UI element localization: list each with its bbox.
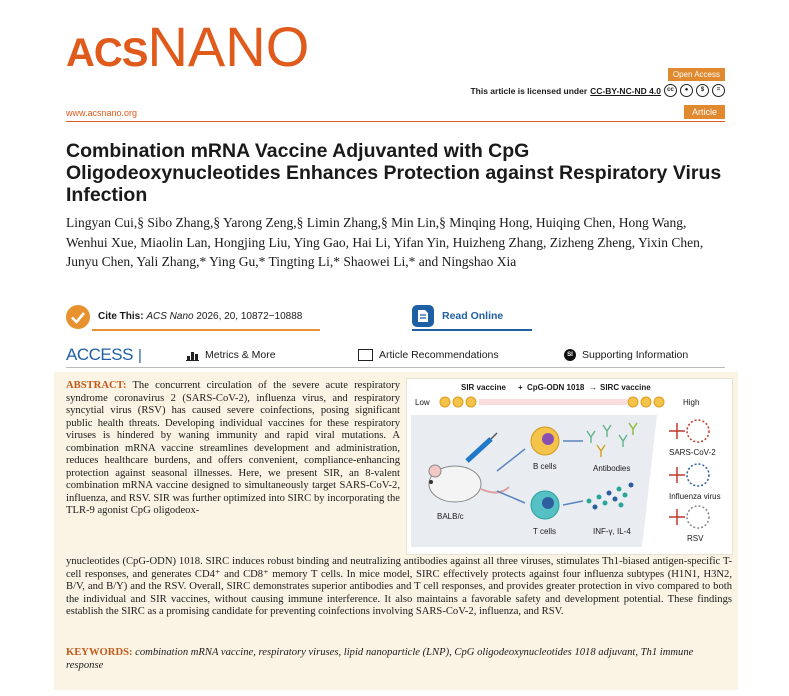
access-label: ACCESS [66,345,133,364]
supporting-info-link[interactable] [564,349,688,361]
by-icon: ● [680,84,693,97]
journal-logo [66,14,309,79]
abstract-body-wide: ynucleotides (CpG-ODN) 1018. SIRC induces robust binding and neutralizing antibodies against all three viruses, stimulates Th1-biased antigen-specific T-cell responses, and generates CD4⁺ and CD8⁺ memory T cells. In mice model, SIRC effectively protects against four influenza subtypes (H1N1, H3N2, B/V, and B/Y) and the RSV. Overall, SIRC demonstrates superior antibodies and T cell responses, and provides greater protection in vivo compared to both the individual and SIR vaccines, without causing immune interference. It also maintains a favorable safety and development potential. These findings establish the SIRC as a promising candidate for preventing coinfections involving SARS-CoV-2, influenza, and RSV. [66,556,732,618]
toc-graphic [406,378,733,555]
abstract-body-narrow: The concurrent circulation of the severe acute respiratory syndrome coronavirus 2 (SARS-CoV-2), influenza virus, and respiratory syncytial virus (RSV) has caused severe coinfections, posing significant public health threats. Developing individual vaccines for these respiratory viruses is hindered by waning immunity and rapid viral mutations. A combination mRNA vaccine streamlines development and administration, reduces healthcare burdens, and offers convenient, compliance-enhancing protection against seasonal illnesses. Here, we present SIR, an 8-valent combination mRNA vaccine designed to simultaneously target SARS-CoV-2, influenza, and RSV. SIR was further optimized into SIRC by incorporating the TLR-9 agonist CpG oligodeox- [66,380,400,517]
access-bar [66,345,725,368]
author-list: Lingyan Cui,§ Sibo Zhang,§ Yarong Zeng,§ Limin Zhang,§ Min Lin,§ Minqing Hong, Huiqing Chen, Hong Wang, Wenhui Xue, Miaolin Lan, Hongjing Liu, Ying Gao, Hai Li, Yifan Yin, Huizheng Zhang, Zizheng Zheng, Yixin Chen, Junyu Chen, Yali Zhang,* Ying Gu,* Tingting Li,* Shaowei Li,* and Ningshao Xia [66,215,704,269]
fig-plus: + [518,383,523,392]
fig-virus3-label: RSV [687,534,704,543]
abstract-text-column [66,380,400,518]
fig-sir-label: SIR vaccine [461,383,506,392]
site-url[interactable]: www.acsnano.org [66,108,138,118]
si-icon: SI [564,349,576,361]
read-online-link[interactable]: Read Online [442,310,504,322]
fig-cpg-label: CpG-ODN 1018 [527,383,585,392]
abstract-panel [54,372,738,690]
recommendations-link[interactable] [358,349,499,361]
keywords [66,647,732,672]
fig-low: Low [415,398,430,407]
nd-icon: = [712,84,725,97]
fig-sirc-label: SIRC vaccine [600,383,651,392]
fig-high: High [683,398,700,407]
sars-cov-2-virus-icon [669,420,709,442]
metrics-link[interactable] [186,349,276,361]
cite-journal: ACS Nano [146,311,194,322]
nc-icon: $ [696,84,709,97]
keywords-text: combination mRNA vaccine, respiratory viruses, lipid nanoparticle (LNP), CpG oligodeoxynucleotides 1018 adjuvant, Th1 immune response [66,647,694,671]
t-cell-icon [531,491,559,519]
cc-icon: cc [664,84,677,97]
fig-virus2-label: Influenza virus [669,492,721,501]
document-icon [358,349,373,361]
rsv-virus-icon [669,506,709,528]
keywords-label: KEYWORDS: [66,647,133,658]
access-separator: | [138,347,142,364]
cite-row [66,305,725,335]
license-link[interactable]: CC-BY-NC-ND 4.0 [590,85,661,96]
fig-antibodies-label: Antibodies [593,464,631,473]
checkmark-icon [66,305,90,329]
article-type-badge: Article [684,105,725,119]
cite-ref: 2026, 20, 10872−10888 [196,311,303,322]
fig-t-cells-label: T cells [533,527,556,536]
cite-this[interactable] [98,311,302,322]
open-access-badge: Open Access [668,68,725,81]
read-online-underline [412,329,532,331]
license-prefix: This article is licensed under [470,85,588,96]
supporting-label: Supporting Information [582,349,689,361]
cite-underline [92,329,320,331]
fig-b-cells-label: B cells [533,462,557,471]
article-title: Combination mRNA Vaccine Adjuvanted with CpG Oligodeoxynucleotides Enhances Protection against Respiratory Virus Infection [66,140,722,206]
fig-arrow: → [589,383,597,392]
fig-virus1-label: SARS-CoV-2 [669,448,716,457]
bar-chart-icon [186,350,199,361]
license-line [470,84,725,97]
abstract-label: ABSTRACT: [66,380,127,391]
metrics-label: Metrics & More [205,349,276,361]
fig-cytokines-label: INF-γ, IL-4 [593,527,631,536]
fig-mouse-label: BALB/c [437,512,464,521]
header-divider [66,121,725,122]
influenza-virus-icon [669,464,709,486]
b-cell-icon [531,427,559,455]
logo-nano: NANO [147,15,310,78]
logo-acs: ACS [66,31,148,75]
cite-label: Cite This: [98,311,144,322]
recommendations-label: Article Recommendations [379,349,499,361]
read-online-icon[interactable] [412,305,434,327]
